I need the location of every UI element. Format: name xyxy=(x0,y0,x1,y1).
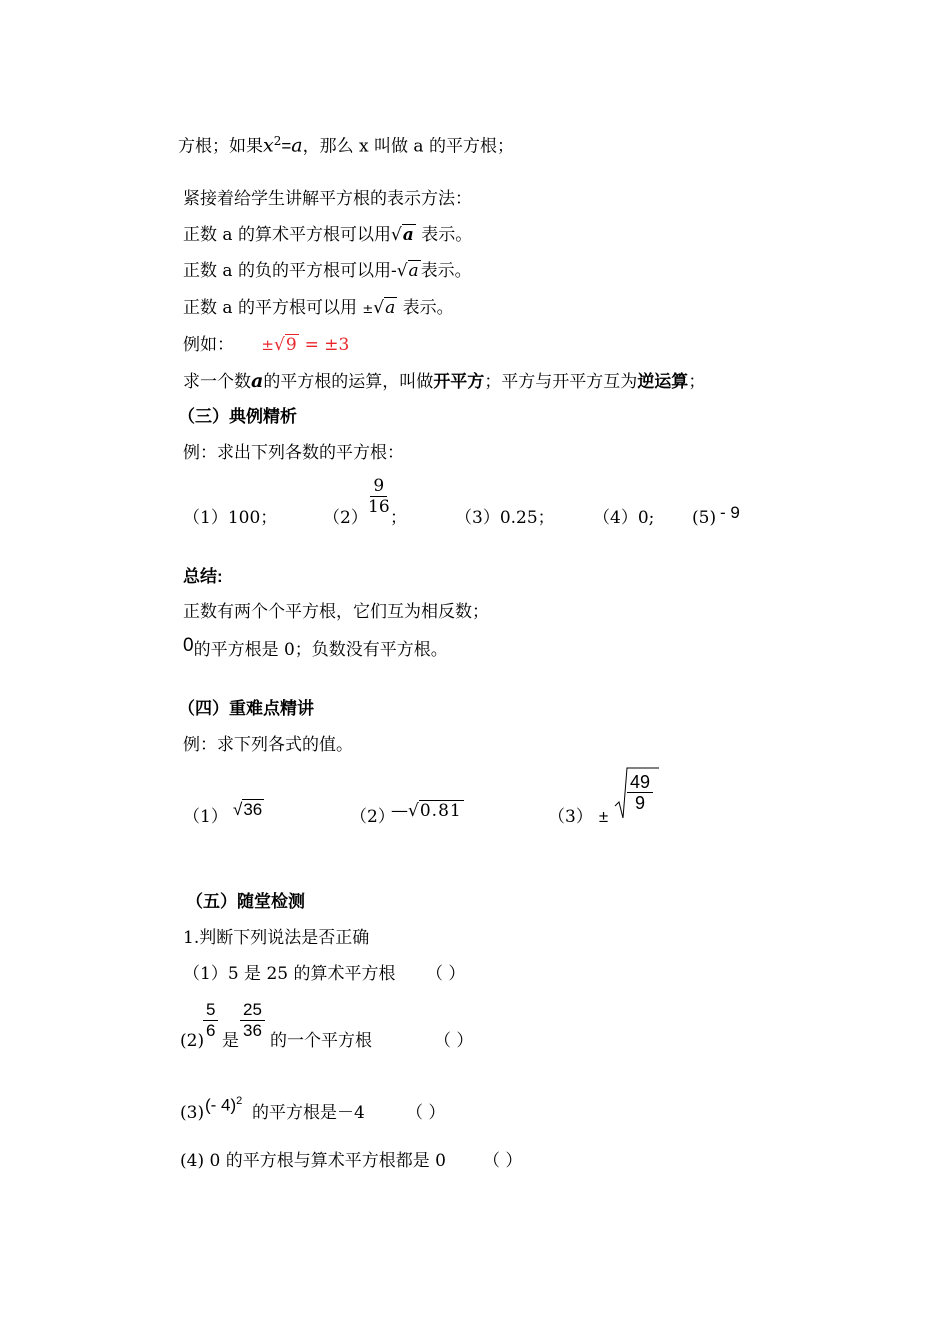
radicand: a xyxy=(408,261,419,281)
text: 正数 a 的平方根可以用 xyxy=(183,298,363,318)
fraction xyxy=(240,1000,265,1041)
answer-blank-4[interactable]: （ ） xyxy=(483,1151,523,1171)
plus-minus: ± xyxy=(261,336,274,354)
minus: - xyxy=(390,261,397,281)
numerator: 49 xyxy=(627,772,653,793)
radicand: a xyxy=(402,225,414,245)
rep-line-3 xyxy=(183,297,454,321)
keyword: 开平方 xyxy=(433,372,485,392)
example-prompt: 例：求下列各式的值。 xyxy=(183,735,353,755)
sqrt-icon: √ xyxy=(373,298,385,318)
expr-1-label: （1） xyxy=(183,807,228,827)
item-3: （3）0.25； xyxy=(455,508,555,528)
denominator: 36 xyxy=(243,1021,262,1040)
sqrt-icon: √ xyxy=(390,225,402,245)
rep-line-1 xyxy=(183,224,472,246)
expr-3-label xyxy=(548,806,608,828)
answer-blank-1[interactable]: （ ） xyxy=(426,964,466,984)
text: 表示。 xyxy=(420,261,472,281)
keyword: 逆运算 xyxy=(637,372,689,392)
item-5-value: - 9 xyxy=(720,503,740,522)
text: 求一个数 xyxy=(183,372,251,392)
text: 方根；如果 xyxy=(178,136,263,157)
text: ； xyxy=(688,372,706,392)
statement-2: 的一个平方根 xyxy=(270,1031,372,1051)
sqrt-icon: √ xyxy=(408,801,419,821)
section-title: （三）典例精析 xyxy=(178,407,297,427)
fraction xyxy=(624,772,656,813)
numerator: 5 xyxy=(203,1000,218,1021)
section-title: （五）随堂检测 xyxy=(186,892,305,912)
summary-line-1: 正数有两个个平方根，它们互为相反数； xyxy=(183,602,489,622)
example-prompt: 例：求出下列各数的平方根： xyxy=(183,443,404,463)
plus-minus: ± xyxy=(598,807,609,826)
item-1: （1）100； xyxy=(183,508,278,528)
statement-3-label: (3) xyxy=(180,1103,205,1123)
numerator: 25 xyxy=(240,1000,265,1021)
exponent: 2 xyxy=(236,1095,243,1107)
statement-1: （1）5 是 25 的算术平方根 xyxy=(183,964,396,984)
base: (- 4) xyxy=(205,1095,237,1115)
example-line xyxy=(183,334,349,356)
item-4: （4）0; xyxy=(593,508,655,528)
intro-line: 紧接着给学生讲解平方根的表示方法： xyxy=(183,189,472,209)
item-2: （2） xyxy=(323,508,368,528)
plus-minus: ± xyxy=(362,302,374,317)
statement-2-label: (2) xyxy=(180,1031,205,1051)
item-5: (5) xyxy=(692,508,717,528)
minus: — xyxy=(391,801,408,821)
var-a: a xyxy=(251,370,264,392)
section-title: （四）重难点精讲 xyxy=(178,699,314,719)
answer-blank-2[interactable]: （ ） xyxy=(434,1031,474,1051)
numerator: 9 xyxy=(370,476,387,497)
text: ；平方与开平方互为 xyxy=(484,372,638,392)
result: = ±3 xyxy=(304,335,350,355)
sqrt-icon: √ xyxy=(273,335,285,355)
denominator: 6 xyxy=(206,1021,216,1040)
rep-line-2 xyxy=(183,260,472,282)
zero: 0 xyxy=(183,635,194,656)
fraction xyxy=(203,1000,218,1041)
radicand: 0.81 xyxy=(419,801,462,821)
text: ，那么 x 叫做 a 的平方根； xyxy=(302,136,514,157)
text: 表示。 xyxy=(415,225,473,245)
expr-2 xyxy=(391,800,464,822)
sqrt-icon: √ xyxy=(233,800,243,819)
var-x: x xyxy=(263,134,274,157)
text: 正数 a 的负的平方根可以用 xyxy=(183,261,391,281)
text: 的平方根是 0；负数没有平方根。 xyxy=(193,640,448,660)
text: 的平方根的运算，叫做 xyxy=(263,372,434,392)
text: 例如： xyxy=(183,335,234,355)
exponent: 2 xyxy=(273,134,282,148)
text: 正数 a 的算术平方根可以用 xyxy=(183,225,391,245)
text: 是 xyxy=(222,1031,239,1051)
semicolon: ； xyxy=(390,508,407,528)
expr-1 xyxy=(233,799,264,821)
equals: = xyxy=(281,136,292,156)
var-a: a xyxy=(291,134,303,157)
summary-title: 总结: xyxy=(183,567,223,586)
question: 1.判断下列说法是否正确 xyxy=(183,928,370,948)
answer-blank-3[interactable]: （ ） xyxy=(406,1103,446,1123)
radicand: 9 xyxy=(285,335,297,355)
expr-2-label: （2） xyxy=(350,807,395,827)
statement-3: 的平方根是－4 xyxy=(252,1103,365,1123)
power-expression xyxy=(205,1090,242,1117)
statement-4: (4) 0 的平方根与算术平方根都是 0 xyxy=(180,1151,446,1171)
text: 表示。 xyxy=(397,298,454,318)
sqrt-icon: √ xyxy=(396,261,408,281)
operation-definition xyxy=(183,370,705,393)
text: （3） xyxy=(548,807,593,827)
radicand: 36 xyxy=(243,800,263,819)
denominator: 9 xyxy=(635,793,646,813)
radicand: a xyxy=(385,298,396,318)
denominator: 16 xyxy=(368,497,390,517)
summary-line-2 xyxy=(183,635,448,661)
definition-line xyxy=(178,130,514,158)
